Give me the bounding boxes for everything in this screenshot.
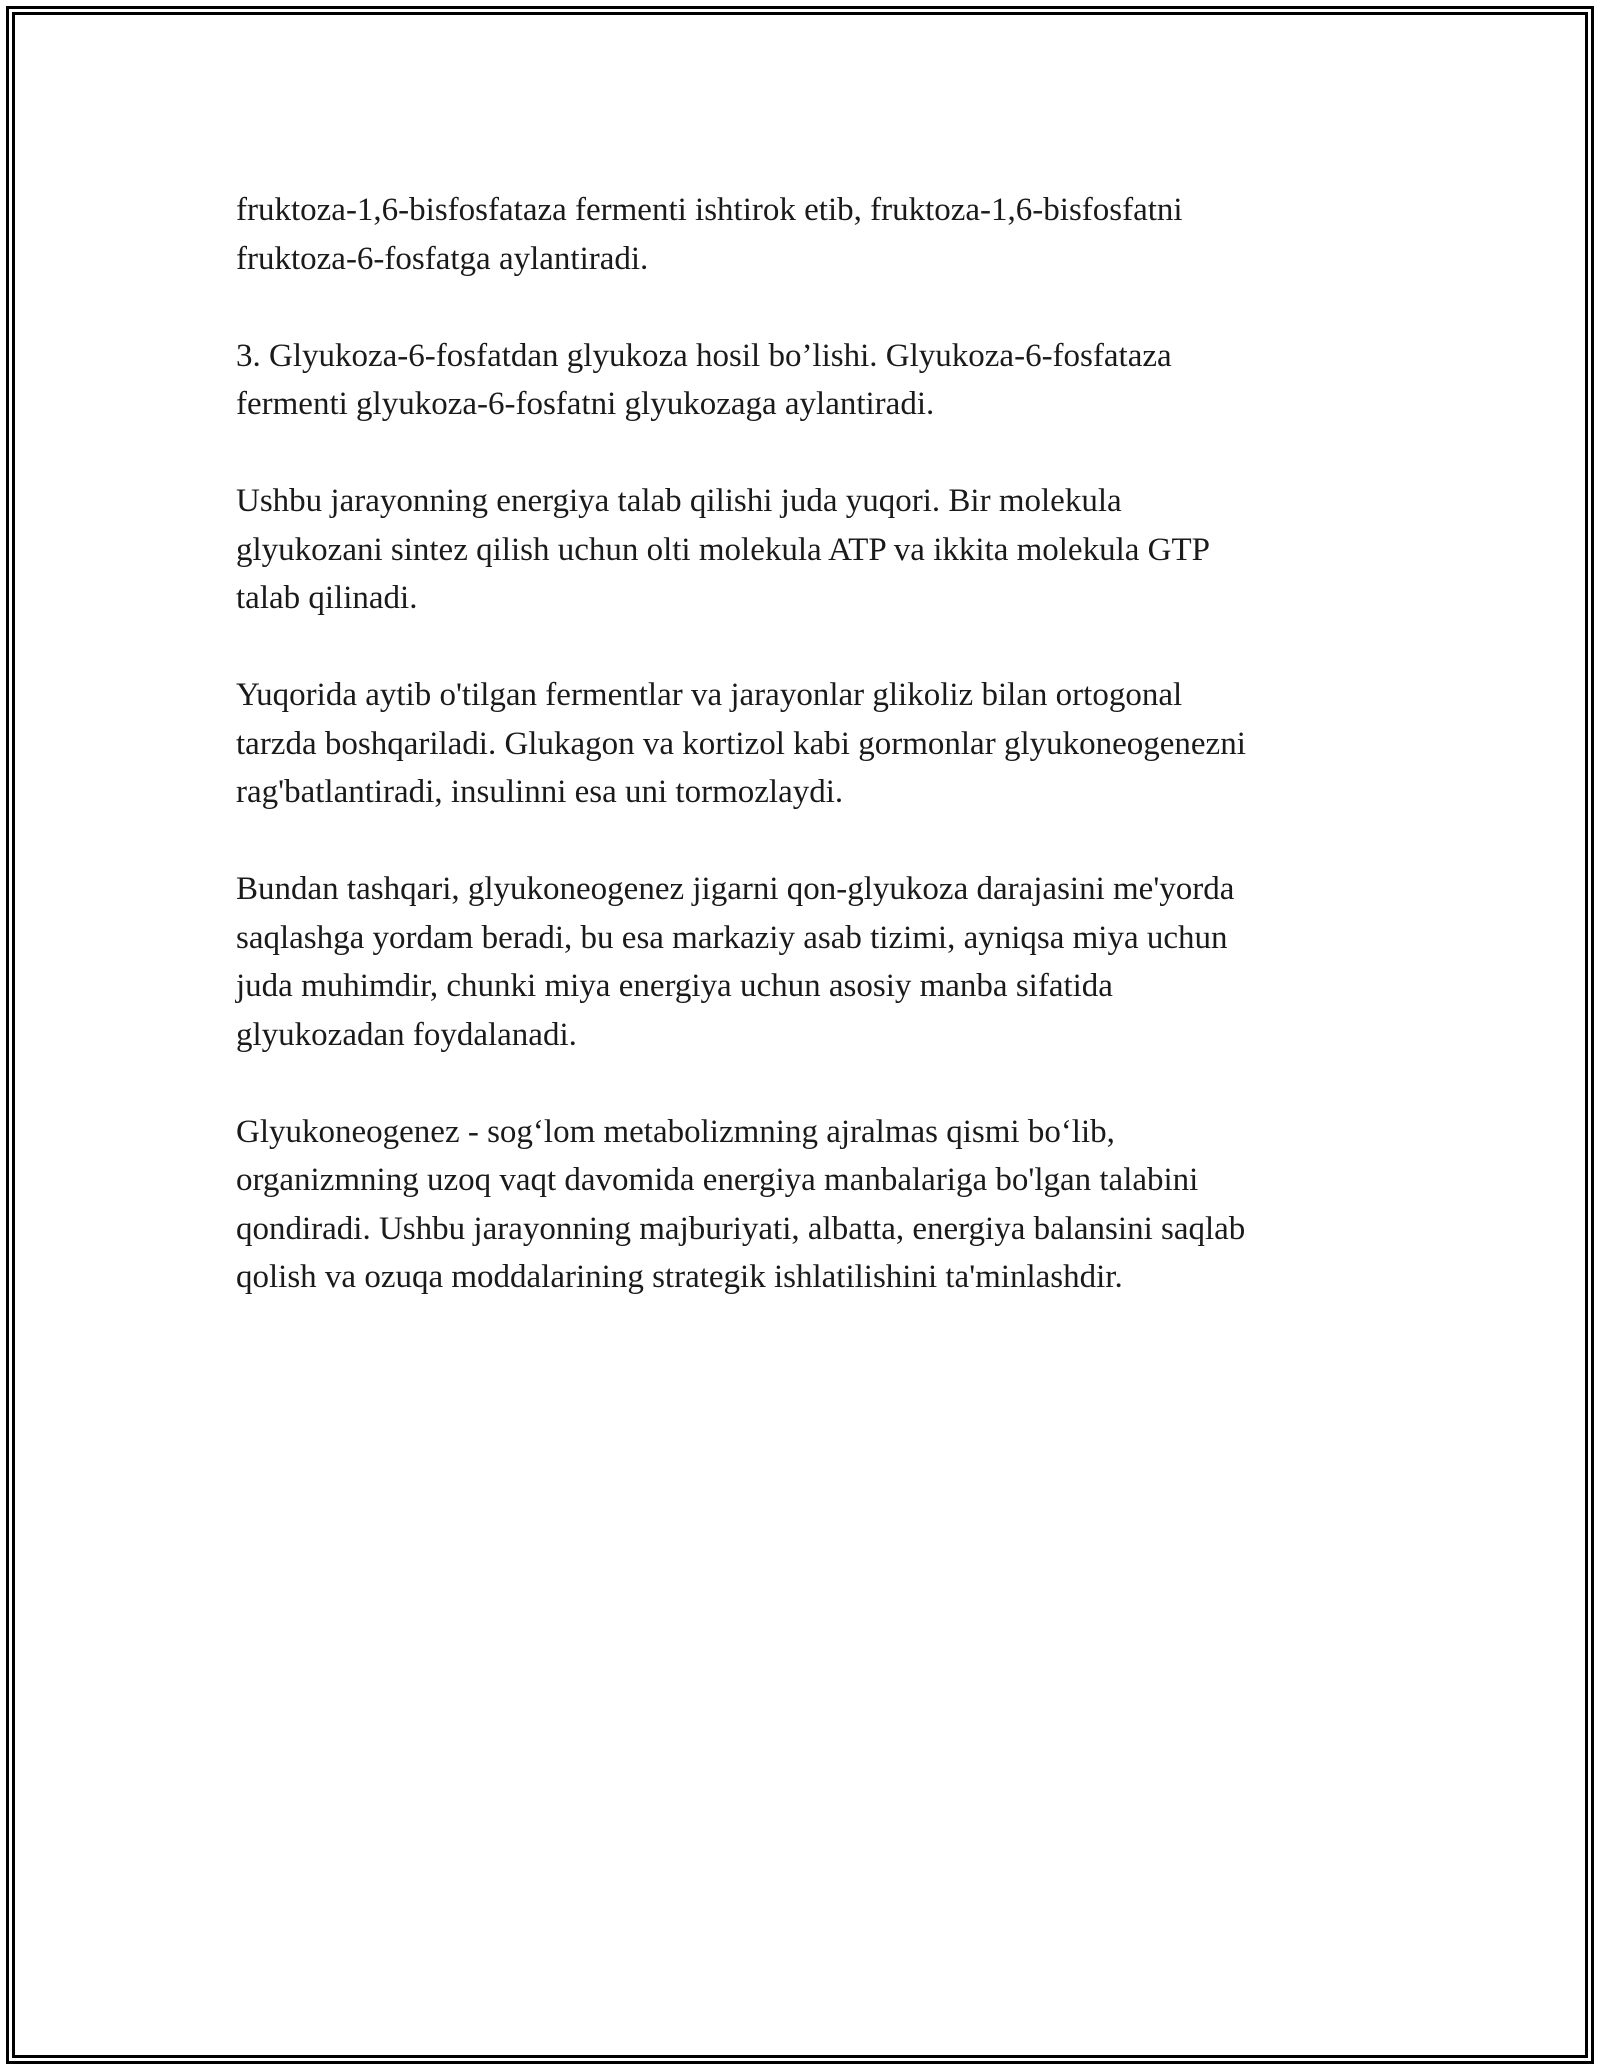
- text-line: glyukozadan foydalanadi.: [236, 1016, 577, 1053]
- text-line: fermenti glyukoza-6-fosfatni glyukozaga aylantiradi.: [236, 386, 935, 422]
- text-line: Glyukoneogenez - sog‘lom metabolizmning ajralmas qismi bo‘lib,: [236, 1113, 1115, 1150]
- paragraph-energy-cost: [236, 477, 1376, 623]
- text-line: Bundan tashqari, glyukoneogenez jigarni qon-glyukoza darajasini me'yorda: [236, 871, 1235, 907]
- text-line: rag'batlantiradi, insulinni esa uni tormozlaydi.: [236, 774, 844, 810]
- text-line: glyukozani sintez qilish uchun olti molekula ATP va ikkita molekula GTP: [236, 531, 1210, 568]
- document-body: [236, 186, 1376, 1350]
- paragraph-conclusion: [236, 1108, 1376, 1302]
- text-line: tarzda boshqariladi. Glukagon va kortizol kabi gormonlar glyukoneogenezni: [236, 725, 1246, 762]
- paragraph-glucose-6-phosphatase: [236, 332, 1376, 429]
- text-line: qondiradi. Ushbu jarayonning majburiyati, albatta, energiya balansini saqlab: [236, 1210, 1246, 1247]
- paragraph-blood-glucose: [236, 865, 1376, 1059]
- text-line: juda muhimdir, chunki miya energiya uchun asosiy manba sifatida: [236, 968, 1113, 1004]
- text-line: qolish va ozuqa moddalarining strategik ishlatilishini ta'minlashdir.: [236, 1259, 1123, 1295]
- text-line: talab qilinadi.: [236, 580, 418, 616]
- text-line: Ushbu jarayonning energiya talab qilishi juda yuqori. Bir molekula: [236, 483, 1122, 519]
- text-line: Yuqorida aytib o'tilgan fermentlar va jarayonlar glikoliz bilan ortogonal: [236, 677, 1183, 713]
- text-line: fruktoza-6-fosfatga aylantiradi.: [236, 240, 649, 277]
- paragraph-fructose-bisphosphatase: [236, 186, 1376, 283]
- text-line: fruktoza-1,6-bisfosfataza fermenti ishtirok etib, fruktoza-1,6-bisfosfatni: [236, 192, 1183, 228]
- text-line: 3. Glyukoza-6-fosfatdan glyukoza hosil bo’lishi. Glyukoza-6-fosfataza: [236, 337, 1172, 374]
- text-line: saqlashga yordam beradi, bu esa markaziy asab tizimi, ayniqsa miya uchun: [236, 919, 1228, 956]
- paragraph-regulation: [236, 671, 1376, 817]
- text-line: organizmning uzoq vaqt davomida energiya manbalariga bo'lgan talabini: [236, 1162, 1199, 1198]
